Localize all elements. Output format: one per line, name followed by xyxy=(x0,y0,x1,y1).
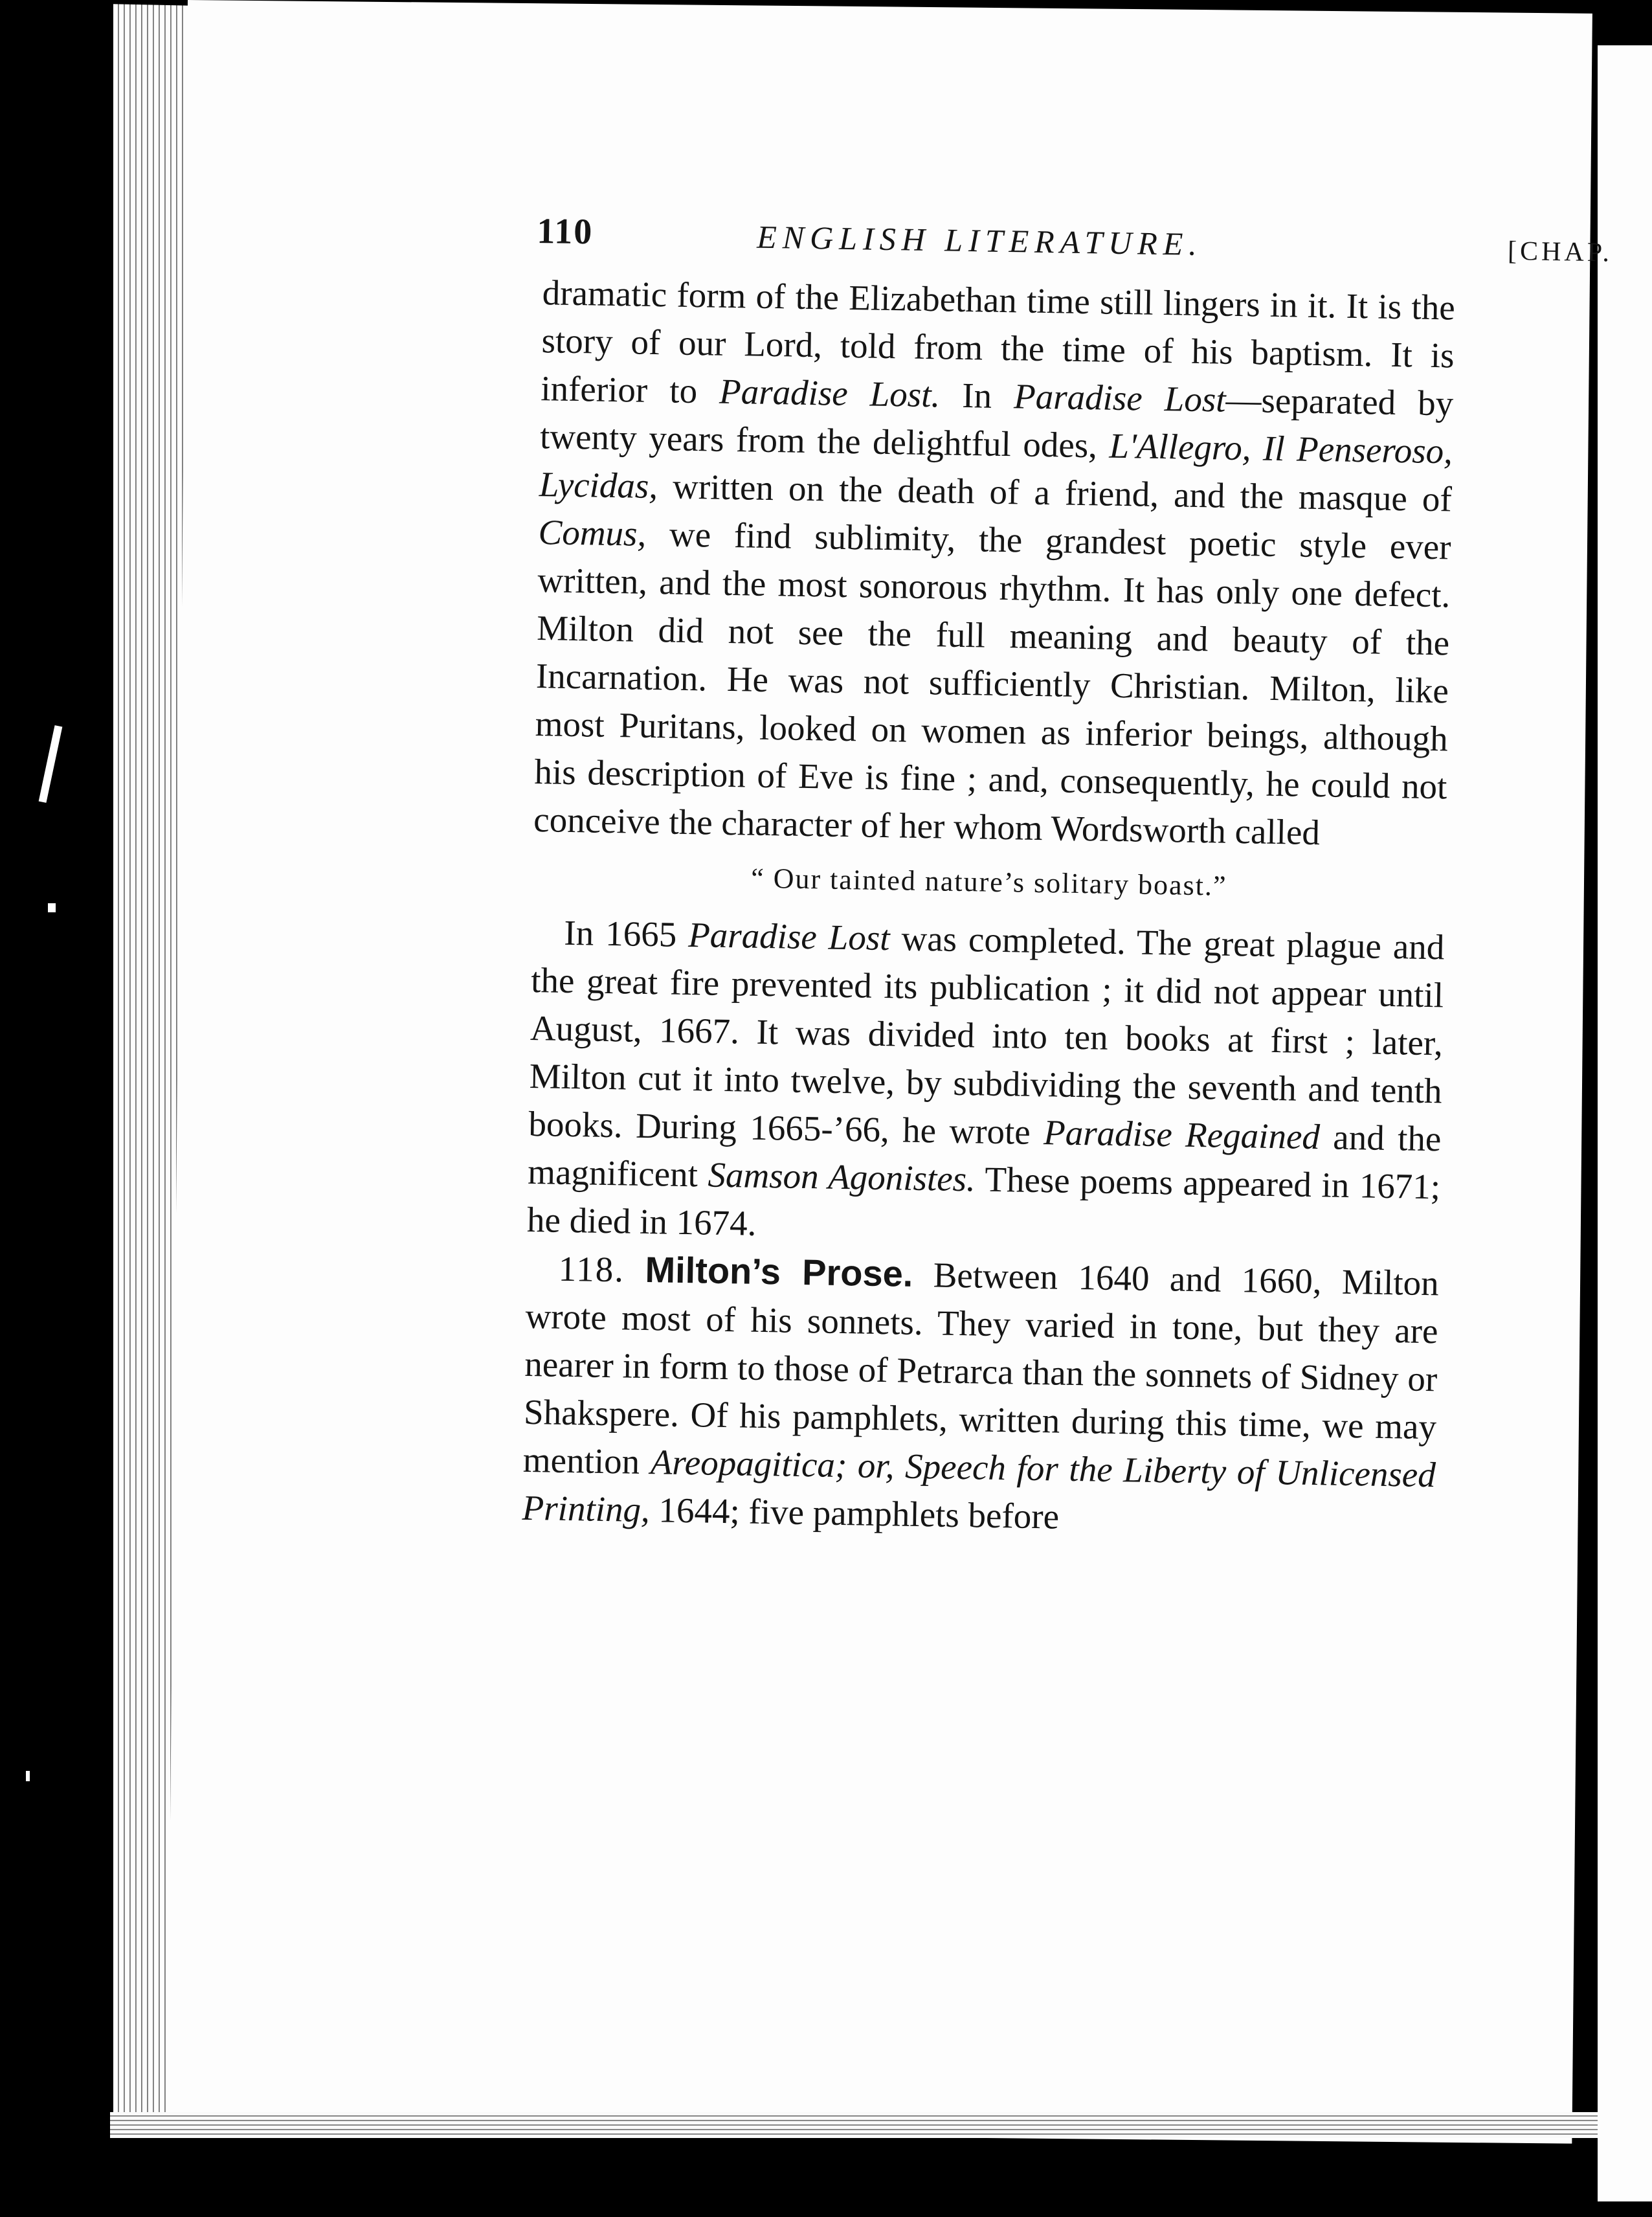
text-run: Between 1640 and 1660, Milton wrote most of his sonnets. They varied in tone, but they are nearer in form to those of Petrarca than the sonnets of Sidney or Shakspere. Of his pamphlets, written during this time, we may mention xyxy=(522,1254,1440,1482)
text-run: In xyxy=(939,375,1014,416)
facing-page-edge xyxy=(1598,45,1652,2201)
italic-title: Paradise Lost xyxy=(1013,376,1227,420)
margin-mark xyxy=(48,903,56,912)
page-number: 110 xyxy=(536,210,594,253)
italic-title: Paradise Lost xyxy=(687,915,891,958)
text-run: was completed. The great plague and the great fire prevented its publication ; it did not appear until August, 1667. It was divided into ten books at first ; later, Milton cut it into twelve, by subdividing the seventh and tenth books. During 1665-’66, he wrote xyxy=(528,918,1445,1153)
text-run: and the magnificent xyxy=(527,1117,1442,1195)
paragraph xyxy=(526,908,1444,1259)
running-title: ENGLISH LITERATURE. xyxy=(756,218,1203,263)
italic-title: L'Allegro, Il Penseroso, Lycidas, xyxy=(539,425,1453,506)
page-bottom-edges xyxy=(110,2112,1618,2138)
page-content xyxy=(321,207,1613,1547)
section-paragraph xyxy=(522,1244,1439,1547)
chapter-mark: [CHAP. xyxy=(1507,236,1613,268)
text-run: dramatic form of the Elizabethan time still lingers in it. It is the story of our Lord, told from the time of his baptism. It is inferior to xyxy=(540,273,1456,411)
block-quotation: “ Our tainted nature’s solitary boast.” xyxy=(750,862,1227,902)
body-text xyxy=(522,269,1455,1547)
paragraph xyxy=(533,269,1456,859)
text-run: written on the death of a friend, and the masque of xyxy=(657,466,1453,519)
text-run: —separated by twenty years from the delightful odes, xyxy=(539,379,1454,466)
italic-title: Areopagitica; or, Speech for the Liberty of Unlicensed Printing, xyxy=(522,1442,1436,1530)
margin-mark xyxy=(39,725,63,803)
text-run: we find sublimity, the grandest poetic style ever written, and the most sonorous rhythm. It has only one defect. Milton did not see the full meaning and beauty of the Incarnation. He was not sufficiently Christian. Milton, like most Puritans, looked on women as inferior beings, although his description of Eve is fine ; and, consequently, he could not conceive the character of her whom Wordsworth called xyxy=(533,513,1452,853)
section-heading: Milton’s Prose. xyxy=(644,1248,913,1294)
text-run: In 1665 xyxy=(563,912,689,954)
margin-mark xyxy=(26,1771,30,1781)
section-number: 118. xyxy=(558,1248,625,1290)
italic-title: Paradise Regained xyxy=(1043,1112,1321,1157)
italic-title: Samson Agonistes. xyxy=(708,1154,976,1199)
text-run: These poems appeared in 1671; he died in 1674. xyxy=(526,1159,1441,1243)
text-run: 1644; five pamphlets before xyxy=(649,1490,1060,1536)
italic-title: Paradise Lost. xyxy=(719,371,941,415)
italic-title: Comus, xyxy=(538,512,647,554)
